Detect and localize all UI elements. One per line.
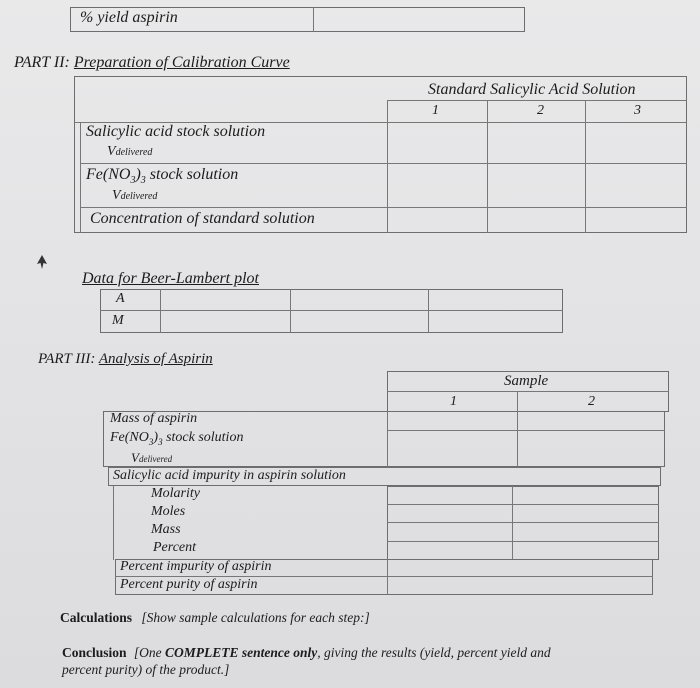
aspirin-calc-line-3: [387, 541, 659, 542]
beer-lambert-title: Data for Beer-Lambert plot: [82, 270, 259, 287]
fe-stock-label: $Fe(NO_3)_3$ stock solution: [86, 166, 239, 187]
beer-lambert-row-m: M: [112, 313, 124, 328]
yield-aspirin-label: % yield aspirin: [80, 9, 178, 26]
salicylic-stock-label: Salicylic acid stock solution: [86, 123, 266, 140]
percent-label: Percent: [153, 540, 197, 555]
part3-heading: [38, 351, 213, 368]
v-delivered-label-1: Vdelivered: [107, 144, 153, 159]
calibration-subheader-line: [387, 100, 687, 101]
percent-purity-label: Percent purity of aspirin: [120, 577, 258, 592]
part2-heading-part: PART II:: [14, 54, 70, 71]
v-delivered-label-2: Vdelivered: [112, 188, 158, 203]
conclusion-note-line2: percent purity) of the product.]: [62, 662, 230, 677]
aspirin-header-divider: [517, 391, 518, 412]
aspirin-calc-divider: [512, 486, 513, 560]
aspirin-header-line: [387, 391, 669, 392]
concentration-label: Concentration of standard solution: [90, 210, 315, 227]
yield-table-divider: [313, 7, 314, 32]
beer-lambert-row-a: A: [116, 291, 125, 306]
calibration-col-3: 3: [634, 103, 641, 118]
aspirin-calc-label-border: [113, 486, 114, 560]
calculations-line: [60, 610, 370, 626]
aspirin-col-1: 1: [450, 394, 457, 409]
aspirin-calc-block: [387, 486, 659, 560]
mass-label: Mass: [151, 522, 181, 537]
aspirin-fe-stock-label: $Fe(NO_3)_3$ stock solution: [110, 430, 244, 447]
part2-heading-title: Preparation of Calibration Curve: [73, 54, 290, 71]
conclusion-note: [One COMPLETE sentence only, giving the results (yield, percent yield and: [133, 645, 551, 660]
part3-heading-title: Analysis of Aspirin: [98, 351, 213, 367]
calibration-row-line-1: [80, 163, 687, 164]
aspirin-sample-header: Sample: [504, 373, 549, 389]
conclusion-label: Conclusion: [62, 645, 127, 660]
calibration-row-line-2: [80, 207, 687, 208]
conclusion-line: [62, 644, 662, 678]
aspirin-v-delivered-label: Vdelivered: [131, 450, 173, 465]
part3-heading-part: PART III:: [38, 351, 96, 367]
calibration-col-divider-1: [387, 100, 388, 233]
beer-lambert-divider-2: [290, 289, 291, 333]
calibration-label-left-border: [80, 122, 81, 233]
aspirin-calc-line-1: [387, 504, 659, 505]
aspirin-calc-line-2: [387, 522, 659, 523]
impurity-label: Salicylic acid impurity in aspirin solution: [113, 468, 346, 483]
aspirin-upper-divider-2: [517, 411, 518, 467]
beer-lambert-divider-1: [160, 289, 161, 333]
mass-aspirin-label: Mass of aspirin: [110, 411, 198, 426]
percent-impurity-label: Percent impurity of aspirin: [120, 559, 272, 574]
calibration-col-divider-3: [585, 100, 586, 233]
cursor-arrow-icon: [36, 255, 48, 271]
calculations-label: Calculations: [60, 610, 133, 625]
aspirin-bottom-divider: [387, 559, 388, 595]
part2-heading: [14, 54, 290, 72]
beer-lambert-frame: [100, 289, 563, 333]
beer-lambert-divider-3: [428, 289, 429, 333]
aspirin-upper-divider-1: [387, 411, 388, 467]
calibration-col-1: 1: [432, 103, 439, 118]
moles-label: Moles: [151, 504, 186, 519]
calculations-note: [Show sample calculations for each step:]: [141, 610, 370, 625]
molarity-label: Molarity: [151, 486, 200, 501]
aspirin-col-2: 2: [588, 394, 595, 409]
calibration-col-divider-2: [487, 100, 488, 233]
calibration-header: Standard Salicylic Acid Solution: [428, 81, 636, 98]
beer-lambert-row-line: [100, 310, 563, 311]
aspirin-row-line-mass: [387, 430, 665, 431]
calibration-col-2: 2: [537, 103, 544, 118]
